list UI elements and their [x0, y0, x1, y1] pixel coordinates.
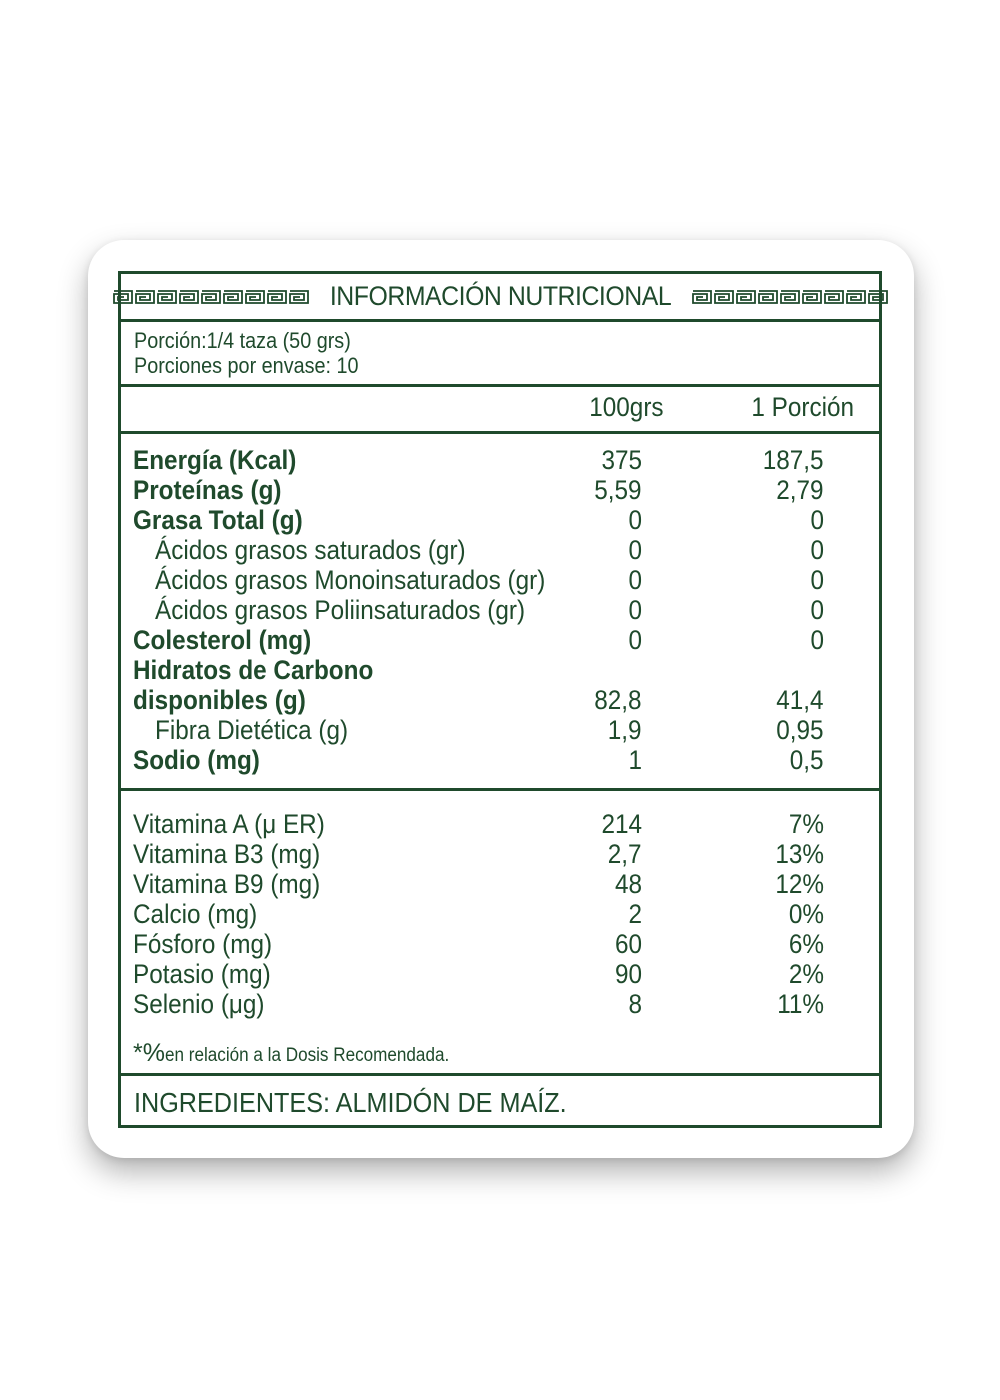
row-label: Calcio (mg) [133, 899, 258, 929]
nutrient-row [121, 625, 879, 655]
footnote-text: en relación a la Dosis Recomendada. [164, 1045, 450, 1066]
greek-key-border-left [113, 290, 309, 304]
row-label: Fósforo (mg) [133, 929, 273, 959]
greek-key-icon [289, 290, 309, 304]
vitamin-row [121, 959, 879, 989]
vitamin-row [121, 809, 879, 839]
value-per-portion: 0 [810, 535, 824, 565]
row-label: Hidratos de Carbono [133, 655, 374, 685]
greek-key-icon [868, 290, 888, 304]
row-label: Colesterol (mg) [133, 625, 312, 655]
row-label: Sodio (mg) [133, 745, 260, 775]
footnote-marker: *% [133, 1039, 165, 1067]
greek-key-icon [736, 290, 756, 304]
row-label: Ácidos grasos Monoinsaturados (gr) [155, 565, 546, 595]
value-per-100g: 0 [628, 595, 642, 625]
vitamin-row [121, 929, 879, 959]
nutrition-facts-panel [118, 271, 882, 1128]
greek-key-icon [201, 290, 221, 304]
greek-key-icon [267, 290, 287, 304]
value-per-100g: 0 [628, 565, 642, 595]
value-per-100g: 90 [614, 959, 642, 989]
row-label: Ácidos grasos Poliinsaturados (gr) [155, 595, 526, 625]
value-per-portion: 187,5 [763, 445, 824, 475]
greek-key-icon [179, 290, 199, 304]
serving-info [134, 328, 384, 378]
nutrient-row [121, 745, 879, 775]
row-label: Grasa Total (g) [133, 505, 303, 535]
greek-key-icon [245, 290, 265, 304]
row-label: Energía (Kcal) [133, 445, 297, 475]
greek-key-icon [113, 290, 133, 304]
greek-key-icon [802, 290, 822, 304]
value-per-100g: 0 [628, 505, 642, 535]
value-per-portion: 0 [810, 595, 824, 625]
nutrient-row [121, 535, 879, 565]
value-per-portion: 41,4 [776, 685, 824, 715]
value-per-100g: 1,9 [608, 715, 642, 745]
value-per-portion: 6% [788, 929, 824, 959]
greek-key-icon [157, 290, 177, 304]
serving-size: Porción:1/4 taza (50 grs) [134, 328, 351, 353]
vitamin-row [121, 869, 879, 899]
value-per-100g: 5,59 [594, 475, 642, 505]
divider [121, 788, 879, 791]
value-per-portion: 12% [775, 869, 824, 899]
row-label: Fibra Dietética (g) [155, 715, 349, 745]
row-label: Proteínas (g) [133, 475, 282, 505]
footnote [133, 1039, 481, 1068]
value-per-100g: 2 [628, 899, 642, 929]
greek-key-icon [824, 290, 844, 304]
column-header-100g: 100grs [589, 392, 664, 422]
nutrient-row [121, 505, 879, 535]
nutrient-row [121, 565, 879, 595]
ingredients-line: INGREDIENTES: ALMIDÓN DE MAÍZ. [134, 1087, 567, 1118]
value-per-100g: 48 [614, 869, 642, 899]
nutrient-row [121, 685, 879, 715]
value-per-portion: 0 [810, 565, 824, 595]
nutrient-row [121, 655, 879, 685]
title-bar [121, 274, 879, 319]
value-per-portion: 7% [788, 809, 824, 839]
nutrient-row [121, 595, 879, 625]
divider [121, 319, 879, 322]
row-label: Vitamina B9 (mg) [133, 869, 321, 899]
divider [121, 431, 879, 434]
row-label: Potasio (mg) [133, 959, 271, 989]
greek-key-icon [223, 290, 243, 304]
nutrient-row [121, 475, 879, 505]
value-per-100g: 60 [614, 929, 642, 959]
row-label: Vitamina A (μ ER) [133, 809, 325, 839]
greek-key-icon [714, 290, 734, 304]
servings-per-container: Porciones por envase: 10 [134, 353, 359, 378]
column-header-portion: 1 Porción [751, 392, 854, 422]
value-per-portion: 0,5 [790, 745, 824, 775]
value-per-100g: 0 [628, 625, 642, 655]
value-per-portion: 2% [788, 959, 824, 989]
greek-key-icon [692, 290, 712, 304]
row-label: Ácidos grasos saturados (gr) [155, 535, 466, 565]
value-per-100g: 0 [628, 535, 642, 565]
greek-key-icon [758, 290, 778, 304]
divider [121, 384, 879, 387]
value-per-portion: 0,95 [776, 715, 824, 745]
greek-key-icon [135, 290, 155, 304]
value-per-portion: 0% [788, 899, 824, 929]
value-per-portion: 0 [810, 505, 824, 535]
greek-key-border-right [692, 290, 888, 304]
row-label: disponibles (g) [133, 685, 306, 715]
row-label: Selenio (μg) [133, 989, 265, 1019]
value-per-portion: 0 [810, 625, 824, 655]
value-per-portion: 11% [777, 989, 824, 1019]
value-per-100g: 214 [601, 809, 642, 839]
value-per-portion: 13% [775, 839, 824, 869]
value-per-100g: 82,8 [594, 685, 642, 715]
vitamin-row [121, 899, 879, 929]
value-per-100g: 1 [628, 745, 642, 775]
value-per-100g: 375 [601, 445, 642, 475]
nutrient-row [121, 715, 879, 745]
divider [121, 1073, 879, 1076]
greek-key-icon [846, 290, 866, 304]
greek-key-icon [780, 290, 800, 304]
nutrient-row [121, 445, 879, 475]
panel-title: INFORMACIÓN NUTRICIONAL [329, 281, 671, 311]
value-per-portion: 2,79 [776, 475, 824, 505]
vitamin-row [121, 989, 879, 1019]
row-label: Vitamina B3 (mg) [133, 839, 321, 869]
vitamin-row [121, 839, 879, 869]
value-per-100g: 8 [628, 989, 642, 1019]
value-per-100g: 2,7 [608, 839, 642, 869]
